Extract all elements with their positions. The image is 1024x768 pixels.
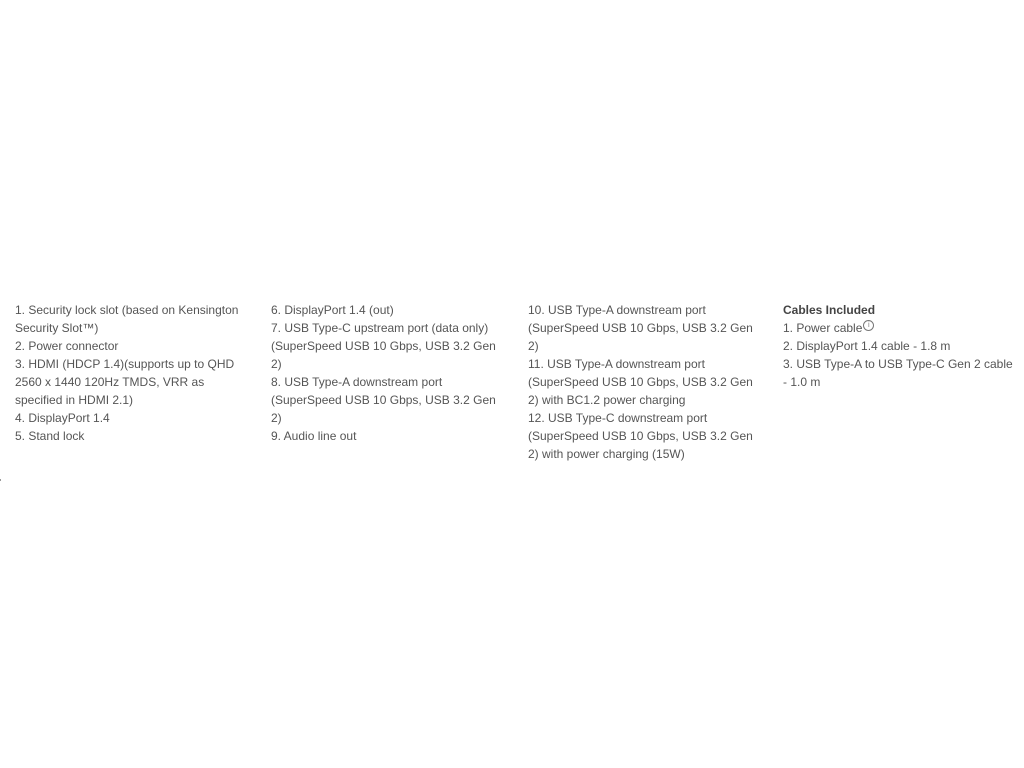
cables-included-column	[783, 301, 1017, 391]
port-item-1: 1. Security lock slot (based on Kensington Security Slot™)	[15, 303, 239, 335]
port-item-2: 2. Power connector	[15, 339, 119, 353]
port-item-12: 12. USB Type-C downstream port (SuperSpeed USB 10 Gbps, USB 3.2 Gen 2) with power charging (15W)	[528, 411, 753, 461]
cable-item-2: 2. DisplayPort 1.4 cable - 1.8 m	[783, 339, 951, 353]
port-item-10: 10. USB Type-A downstream port (SuperSpeed USB 10 Gbps, USB 3.2 Gen 2)	[528, 303, 753, 353]
cables-included-heading: Cables Included	[783, 303, 876, 317]
port-item-9: 9. Audio line out	[271, 429, 357, 443]
port-item-5: 5. Stand lock	[15, 429, 85, 443]
cable-item-1	[783, 319, 1017, 337]
port-item-7: 7. USB Type-C upstream port (data only) (SuperSpeed USB 10 Gbps, USB 3.2 Gen 2)	[271, 321, 496, 371]
edge-mark	[0, 479, 1, 481]
port-item-3: 3. HDMI (HDCP 1.4)(supports up to QHD 2560 x 1440 120Hz TMDS, VRR as specified in HDMI 2.1)	[15, 357, 235, 407]
port-item-8: 8. USB Type-A downstream port (SuperSpeed USB 10 Gbps, USB 3.2 Gen 2)	[271, 375, 496, 425]
port-item-11: 11. USB Type-A downstream port (SuperSpeed USB 10 Gbps, USB 3.2 Gen 2) with BC1.2 power charging	[528, 357, 753, 407]
port-item-4: 4. DisplayPort 1.4	[15, 411, 110, 425]
ports-column-1	[15, 301, 251, 445]
cable-item-3: 3. USB Type-A to USB Type-C Gen 2 cable - 1.0 m	[783, 357, 1013, 389]
port-item-6: 6. DisplayPort 1.4 (out)	[271, 303, 394, 317]
ports-column-2	[271, 301, 503, 445]
info-icon[interactable]: i	[863, 320, 874, 331]
cable-item-1-label: 1. Power cable	[783, 321, 863, 335]
ports-column-3	[528, 301, 760, 463]
